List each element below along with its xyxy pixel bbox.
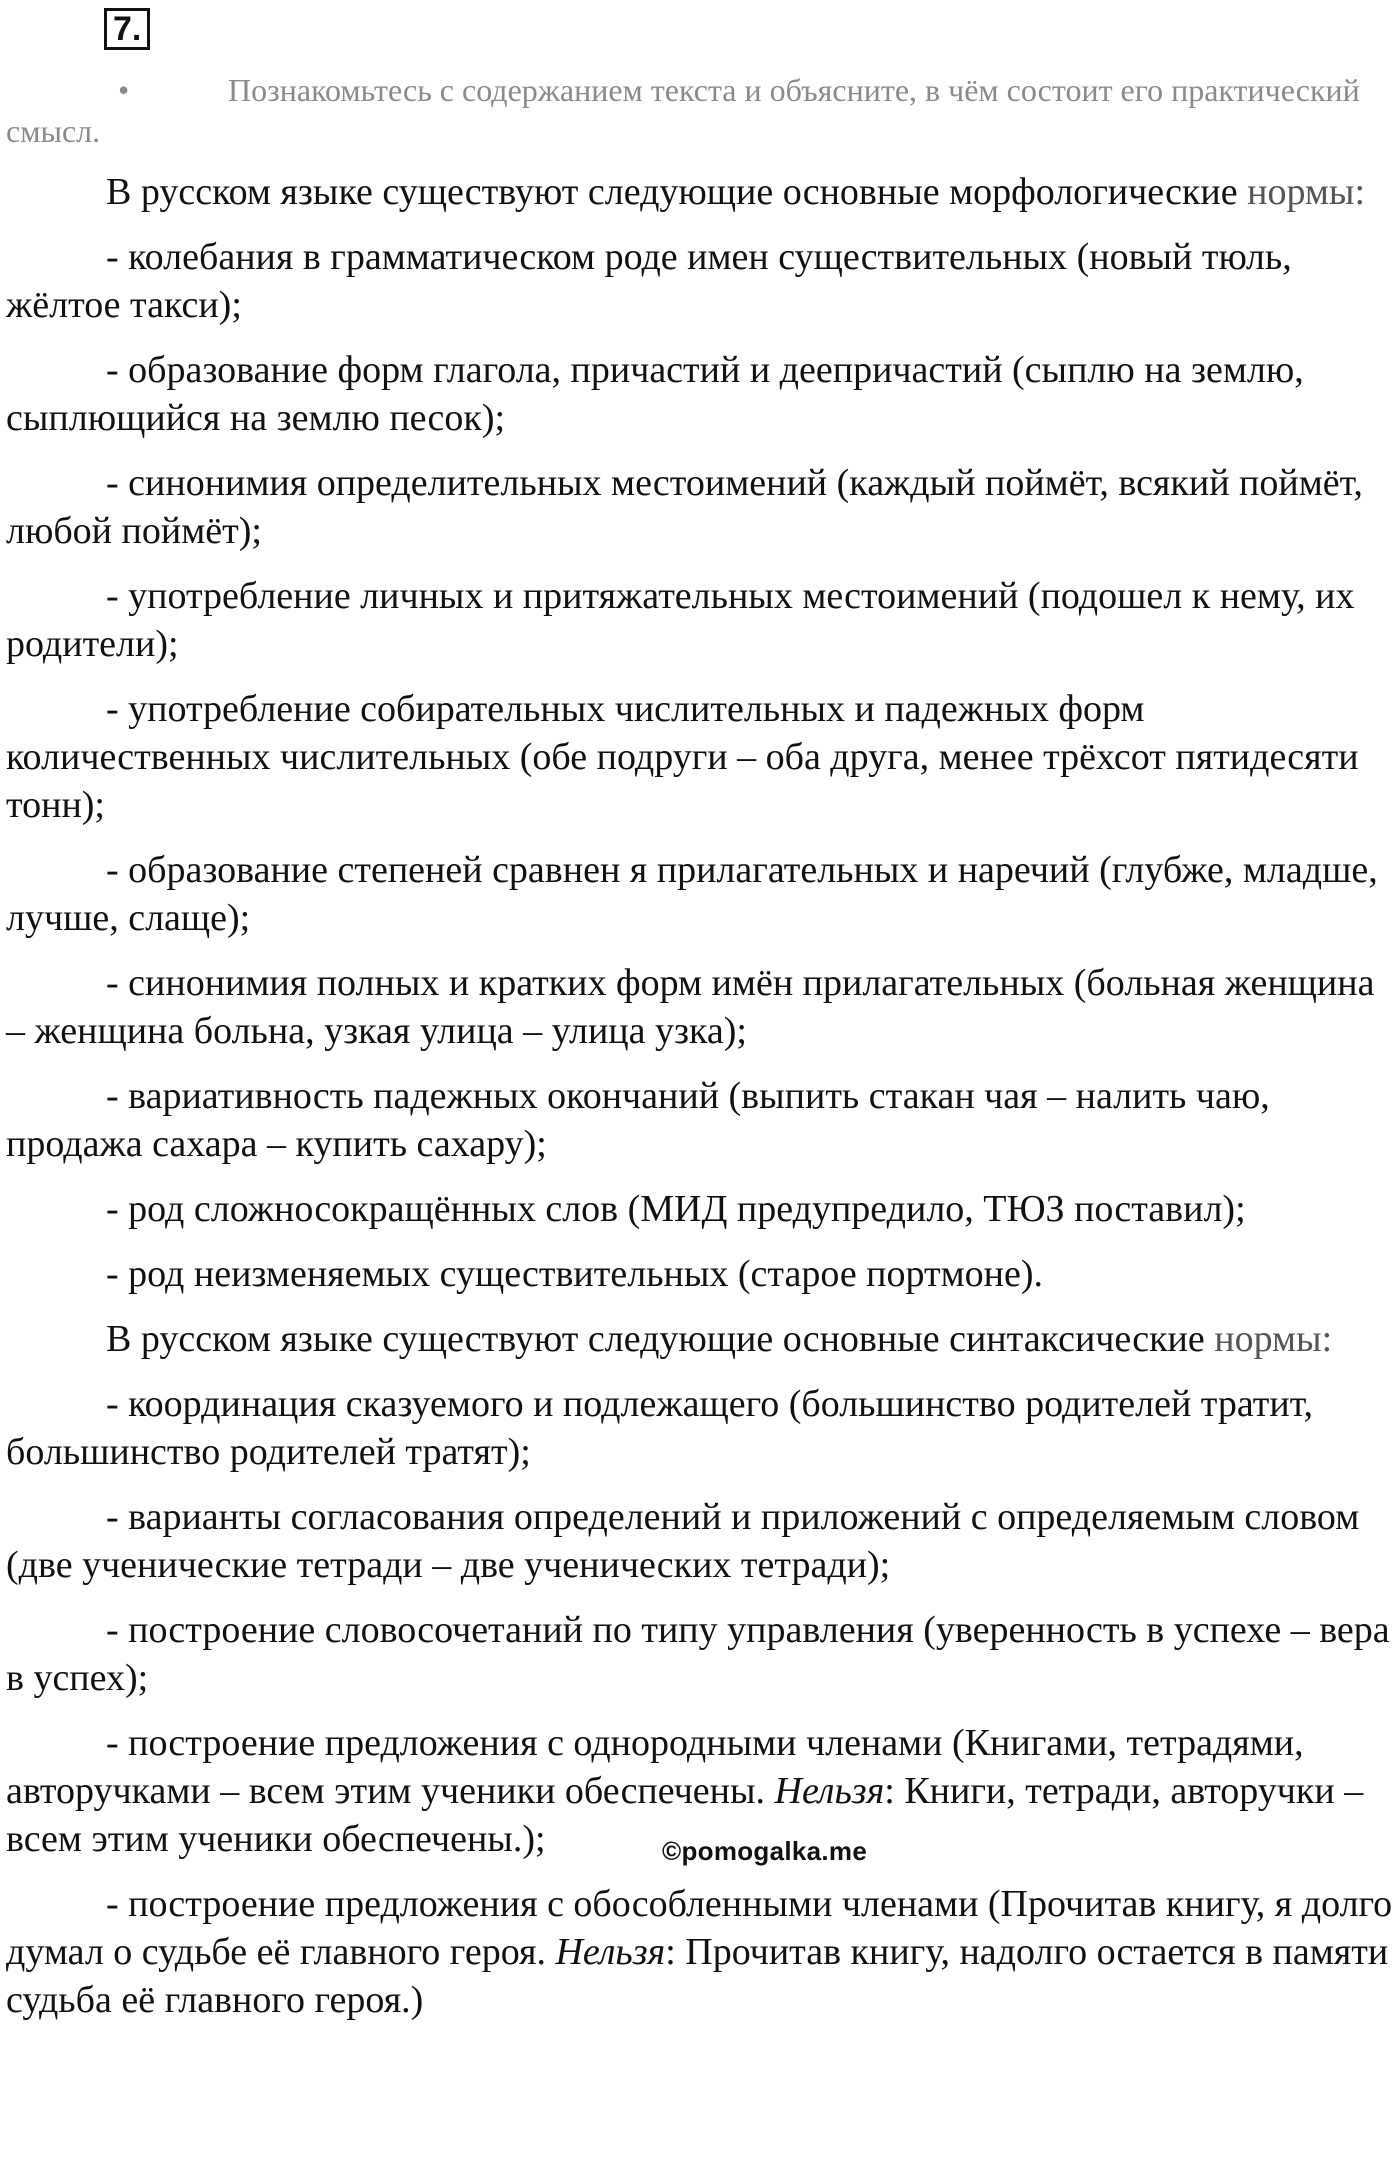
morph-intro-tail: нормы: <box>1247 171 1366 213</box>
morph-item: - синонимия определительных местоимений (каждый поймёт, всякий поймёт, любой поймёт); <box>6 462 1363 552</box>
synt-intro-text: В русском языке существуют следующие основные синтаксические <box>106 1318 1205 1360</box>
morph-intro <box>6 168 1396 216</box>
watermark: ©pomogalka.me <box>662 1836 868 1866</box>
morph-item: - образование форм глагола, причастий и деепричастий (сыплю на землю, сыплющийся на землю песок); <box>6 349 1304 439</box>
synt-item-text: : Книги, тетради, авторучки – всем этим ученики обеспечены.); <box>6 1770 1364 1860</box>
task-text: Познакомьтесь с содержанием текста и объясните, в чём состоит его практический смысл. <box>6 72 1360 149</box>
synt-item: - варианты согласования определений и приложений с определяемым словом (две ученические тетради – две ученических тетради); <box>6 1496 1360 1586</box>
synt-item-text: - построение предложения с однородными членами (Книгами, тетрадями, авторучками – всем этим ученики обеспечены. <box>6 1722 1304 1812</box>
synt-item: - построение словосочетаний по типу управления (уверенность в успехе – вера в успех); <box>6 1609 1390 1699</box>
morph-item: - образование степеней сравнен я прилагательных и наречий (глубже, младше, лучше, слаще); <box>6 849 1378 939</box>
bullet-icon: • <box>118 72 130 108</box>
synt-intro-tail: нормы: <box>1214 1318 1333 1360</box>
task-instruction <box>6 70 1386 152</box>
task-number-box: 7. <box>104 8 150 50</box>
morph-item: - род сложносокращённых слов (МИД предупредило, ТЮЗ поставил); <box>106 1188 1246 1230</box>
document-body <box>6 168 1396 2041</box>
synt-item-isolated <box>6 1880 1396 2024</box>
morph-item: - род неизменяемых существительных (старое портмоне). <box>106 1253 1044 1295</box>
morph-item: - употребление личных и притяжательных местоимений (подошел к нему, их родители); <box>6 575 1355 665</box>
morph-item: - колебания в грамматическом роде имен существительных (новый тюль, жёлтое такси); <box>6 236 1292 326</box>
synt-item-italic: Нельзя <box>555 1931 666 1973</box>
morph-item: - синонимия полных и кратких форм имён прилагательных (больная женщина – женщина больна, узкая улица – улица узка); <box>6 962 1375 1052</box>
morph-intro-text: В русском языке существуют следующие основные морфологические <box>106 171 1238 213</box>
morph-item: - употребление собирательных числительных и падежных форм количественных числительных (обе подруги – оба друга, менее трёхсот пятидесяти тонн); <box>6 688 1359 826</box>
morph-item: - вариативность падежных окончаний (выпить стакан чая – налить чаю, продажа сахара – купить сахару); <box>6 1075 1270 1165</box>
synt-item-italic: Нельзя <box>774 1770 885 1812</box>
synt-intro <box>6 1315 1396 1363</box>
synt-item: - координация сказуемого и подлежащего (большинство родителей тратит, большинство родителей тратят); <box>6 1383 1313 1473</box>
synt-item-text: - построение предложения с обособленными членами (Прочитав книгу, я долго думал о судьбе её главного героя. <box>6 1883 1393 1973</box>
synt-item-text: : Прочитав книгу, надолго остается в памяти судьба её главного героя.) <box>6 1931 1389 2021</box>
